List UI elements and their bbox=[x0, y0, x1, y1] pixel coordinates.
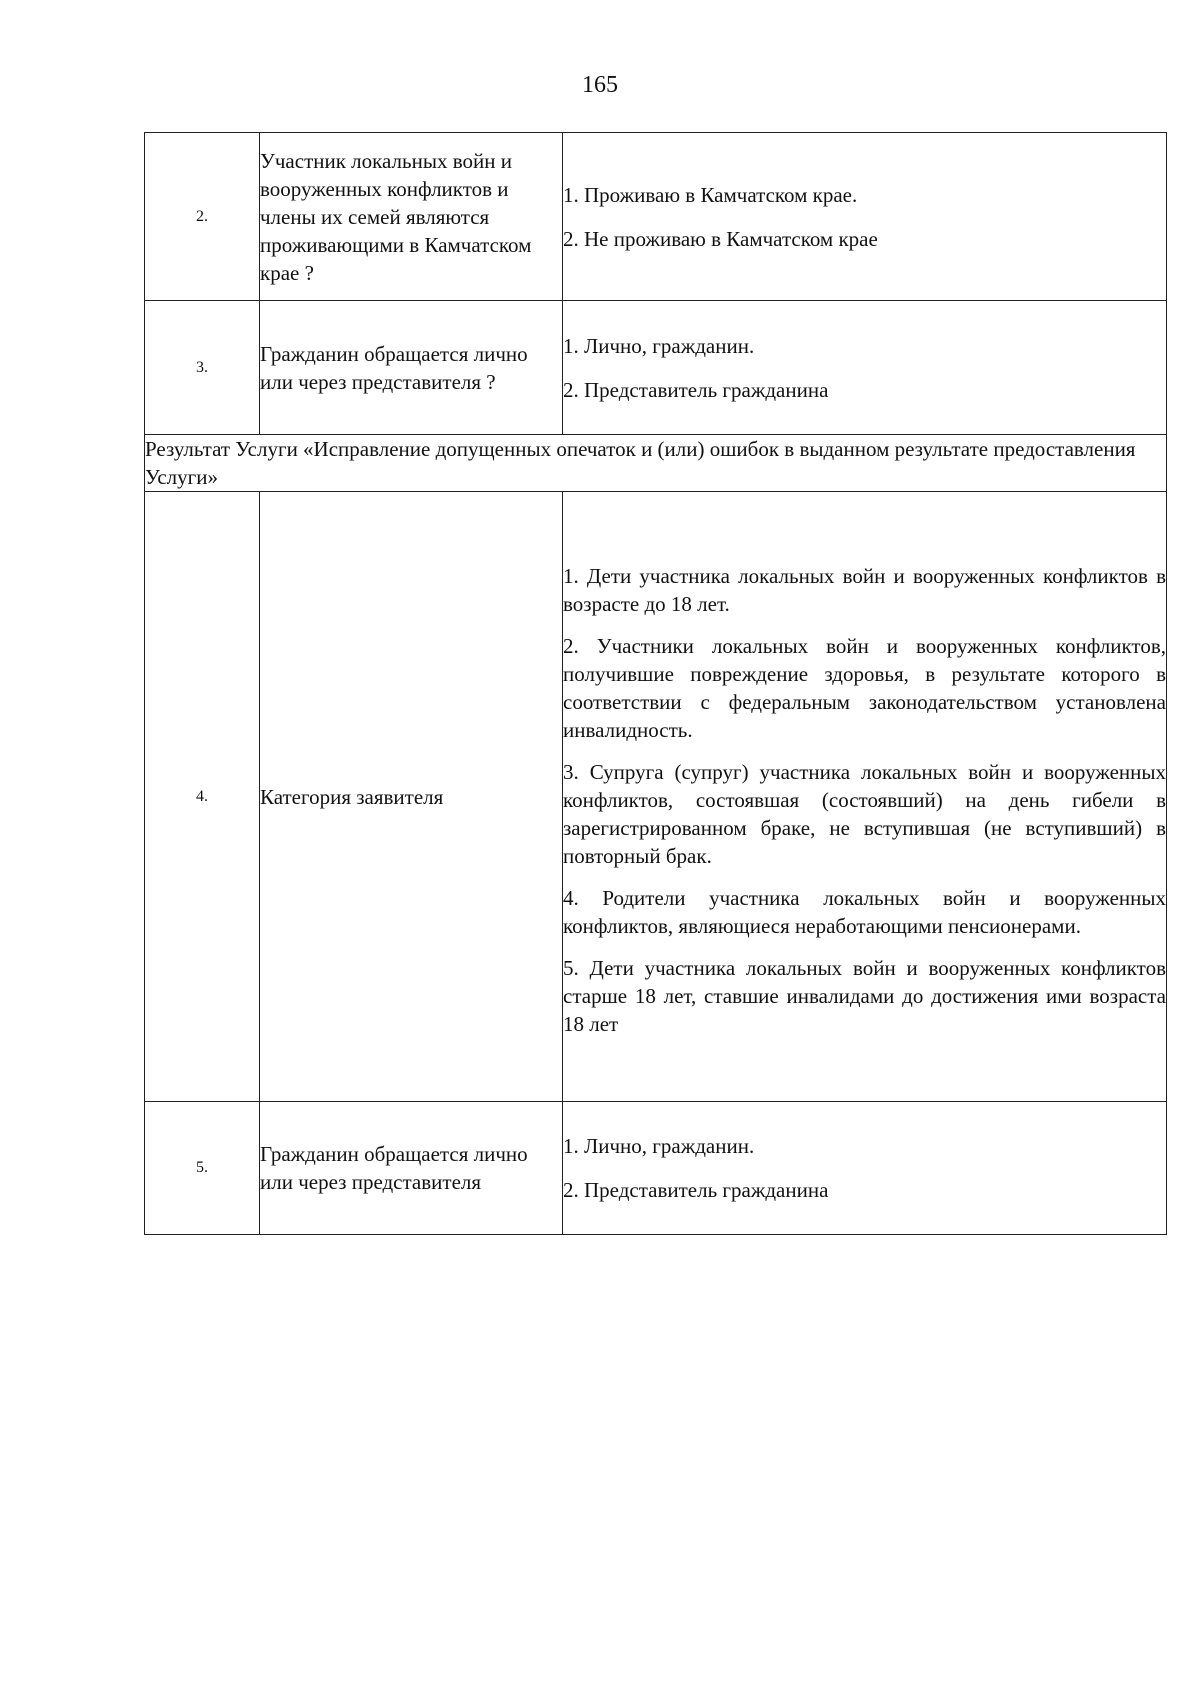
answers-cell bbox=[563, 1102, 1167, 1235]
answer-option: 3. Супруга (супруг) участника локальных войн и вооруженных конфликтов, состоявшая (состоявший) на день гибели в зарегистрированном браке, не вступившая (не вступивший) в повторный брак. bbox=[563, 759, 1166, 868]
row-number: 5. bbox=[145, 1102, 260, 1235]
row-number: 2. bbox=[145, 133, 260, 301]
answer-option: 2. Участники локальных войн и вооруженных конфликтов, получившие повреждение здоровья, в результате которого в соответствии с федеральным законодательством установлена инвалидность. bbox=[563, 633, 1166, 742]
question-cell: Участник локальных войн и вооруженных конфликтов и члены их семей являются проживающими в Камчатском крае ? bbox=[260, 133, 563, 301]
answer-option: 2. Не проживаю в Камчатском крае bbox=[563, 226, 878, 251]
answers-cell bbox=[563, 133, 1167, 301]
questionnaire-table bbox=[144, 132, 1167, 1235]
answer-option: 5. Дети участника локальных войн и вооруженных конфликтов старше 18 лет, ставшие инвалидами до достижения ими возраста 18 лет bbox=[563, 955, 1166, 1036]
answer-option: 4. Родители участника локальных войн и вооруженных конфликтов, являющиеся неработающими пенсионерами. bbox=[563, 885, 1166, 938]
question-cell: Категория заявителя bbox=[260, 492, 563, 1102]
question-cell: Гражданин обращается лично или через представителя ? bbox=[260, 301, 563, 435]
answer-option: 1. Лично, гражданин. bbox=[563, 1134, 755, 1158]
row-number: 3. bbox=[145, 301, 260, 435]
table-row bbox=[145, 133, 1167, 301]
section-header-row bbox=[145, 435, 1167, 492]
table-row bbox=[145, 301, 1167, 435]
answer-option: 2. Представитель гражданина bbox=[563, 377, 829, 402]
answers-cell bbox=[563, 492, 1167, 1102]
answer-option: 1. Проживаю в Камчатском крае. bbox=[563, 182, 858, 207]
answer-option: 2. Представитель гражданина bbox=[563, 1178, 829, 1202]
table-row bbox=[145, 1102, 1167, 1235]
page-number: 165 bbox=[582, 72, 618, 98]
table-row bbox=[145, 492, 1167, 1102]
answers-cell bbox=[563, 301, 1167, 435]
answer-option: 1. Дети участника локальных войн и вооруженных конфликтов в возрасте до 18 лет. bbox=[563, 563, 1166, 616]
section-header: Результат Услуги «Исправление допущенных опечаток и (или) ошибок в выданном результате предоставления Услуги» bbox=[145, 435, 1167, 492]
question-cell: Гражданин обращается лично или через представителя bbox=[260, 1102, 563, 1235]
answer-option: 1. Лично, гражданин. bbox=[563, 333, 755, 358]
row-number: 4. bbox=[145, 492, 260, 1102]
